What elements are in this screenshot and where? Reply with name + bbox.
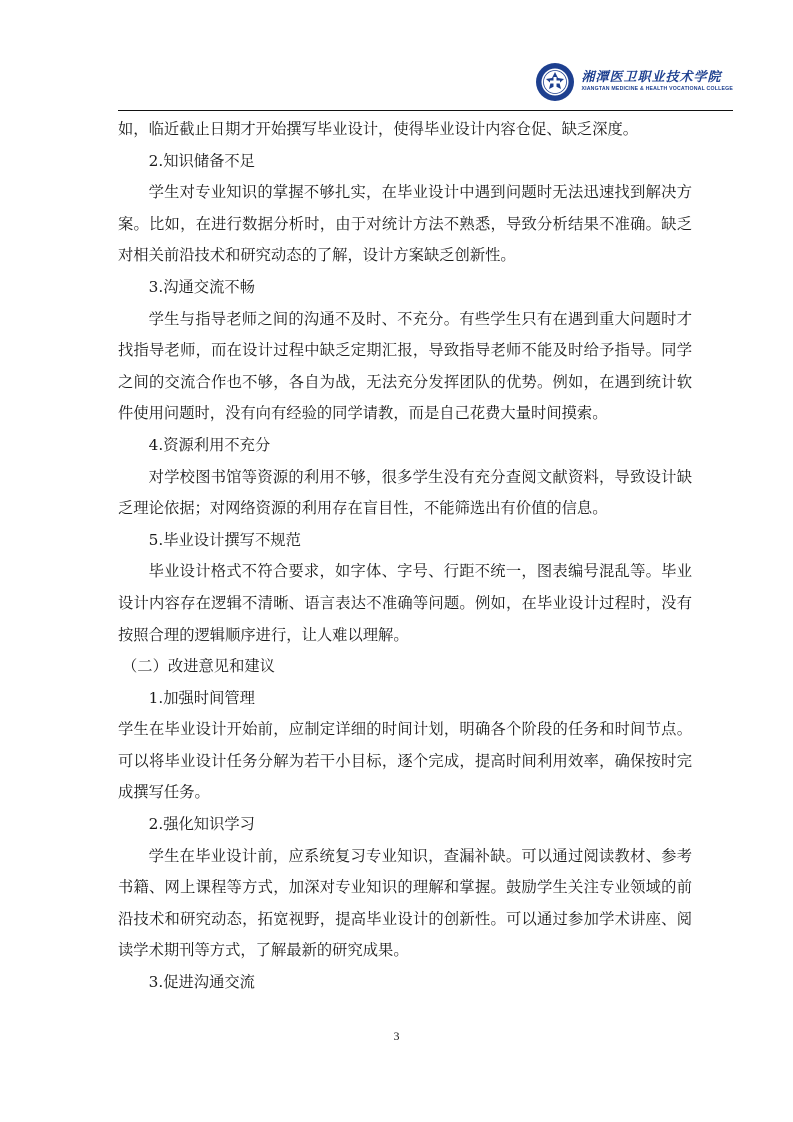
paragraph: 如，临近截止日期才开始撰写毕业设计，使得毕业设计内容仓促、缺乏深度。	[118, 120, 639, 138]
paragraph: 对学校图书馆等资源的利用不够，很多学生没有充分查阅文献资料，导致设计缺乏理论依据；对网络资源的利用存在盲目性，不能筛选出有价值的信息。	[118, 467, 692, 518]
paragraph: 学生与指导老师之间的沟通不及时、不充分。有些学生只有在遇到重大问题时才找指导老师，而在设计过程中缺乏定期汇报，导致指导老师不能及时给予指导。同学之间的交流合作也不够，各自为战，无法充分发挥团队的优势。例如，在遇到统计软件使用问题时，没有向有经验的同学请教，而是自己花费大量时间摸索。	[118, 309, 692, 423]
college-logo	[535, 62, 733, 102]
subheading: 3.沟通交流不畅	[148, 277, 255, 296]
subheading: 3.促进沟通交流	[148, 973, 255, 992]
logo-chinese-name: 湘潭医卫职业技术学院	[581, 70, 722, 86]
subheading: 5.毕业设计撰写不规范	[148, 530, 301, 549]
document-body	[118, 114, 692, 999]
page-number: 3	[393, 1029, 400, 1043]
subheading: 1.加强时间管理	[148, 688, 255, 707]
subheading: 4.资源利用不充分	[148, 435, 271, 454]
section-heading: （二）改进意见和建议	[122, 657, 275, 676]
logo-english-name: XIANGTAN MEDICINE & HEALTH VOCATIONAL COLLEGE	[581, 86, 733, 93]
paragraph: 毕业设计格式不符合要求，如字体、字号、行距不统一，图表编号混乱等。毕业设计内容存在逻辑不清晰、语言表达不准确等问题。例如，在毕业设计过程时，没有按照合理的逻辑顺序进行，让人难以理解。	[118, 562, 692, 644]
page-header	[118, 60, 733, 112]
header-rule	[118, 110, 733, 111]
college-seal-icon	[535, 62, 575, 102]
subheading: 2.强化知识学习	[148, 815, 255, 834]
paragraph: 学生对专业知识的掌握不够扎实，在毕业设计中遇到问题时无法迅速找到解决方案。比如，在进行数据分析时，由于对统计方法不熟悉，导致分析结果不准确。缺乏对相关前沿技术和研究动态的了解，设计方案缺乏创新性。	[118, 183, 692, 265]
paragraph: 学生在毕业设计开始前，应制定详细的时间计划，明确各个阶段的任务和时间节点。可以将毕业设计任务分解为若干小目标，逐个完成，提高时间利用效率，确保按时完成撰写任务。	[118, 720, 692, 802]
subheading: 2.知识储备不足	[148, 151, 255, 170]
paragraph: 学生在毕业设计前，应系统复习专业知识，查漏补缺。可以通过阅读教材、参考书籍、网上课程等方式，加深对专业知识的理解和掌握。鼓励学生关注专业领域的前沿技术和研究动态，拓宽视野，提高毕业设计的创新性。可以通过参加学术讲座、阅读学术期刊等方式，了解最新的研究成果。	[118, 846, 692, 960]
